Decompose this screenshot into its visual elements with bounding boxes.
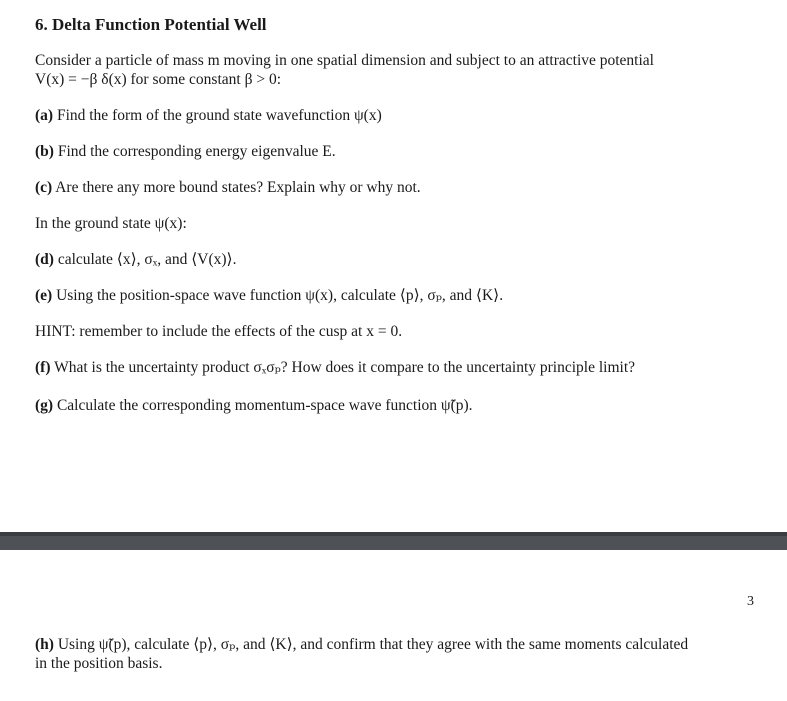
part-b-text: Find the corresponding energy eigenvalue E. (53, 143, 336, 160)
ground-state-intro: In the ground state ψ(x): (35, 215, 187, 232)
part-d (35, 251, 236, 269)
part-b (35, 143, 336, 161)
part-c-label: (c) (35, 179, 53, 196)
page-separator (0, 532, 787, 550)
problem-title: 6. Delta Function Potential Well (35, 15, 267, 34)
part-f (35, 359, 635, 377)
hint: HINT: remember to include the effects of the cusp at x = 0. (35, 323, 403, 340)
part-b-label: (b) (35, 143, 54, 160)
part-e-label: (e) (35, 287, 53, 304)
part-a (35, 107, 382, 125)
intro-line-2: V(x) = −β δ(x) for some constant β > 0: (35, 71, 282, 88)
part-a-text: Find the form of the ground state wavefunction ψ(x) (53, 107, 382, 124)
part-g (35, 397, 473, 415)
part-h-text: Using ψ̃(p), calculate ⟨p⟩, σₚ, and ⟨K⟩, and confirm that they agree with the same moments calculated (53, 636, 689, 653)
page-number: 3 (747, 594, 754, 609)
part-c (35, 179, 421, 197)
part-h-line-1 (35, 636, 688, 654)
part-e-text: Using the position-space wave function ψ(x), calculate ⟨p⟩, σₚ, and ⟨K⟩. (52, 287, 504, 304)
intro-line-1: Consider a particle of mass m moving in one spatial dimension and subject to an attractive potential (35, 52, 654, 69)
part-e (35, 287, 503, 305)
part-h-line-2: in the position basis. (35, 655, 163, 672)
page-separator-shade (0, 532, 787, 536)
part-h-label: (h) (35, 636, 54, 653)
part-g-text: Calculate the corresponding momentum-space wave function ψ̃(p). (53, 397, 473, 414)
part-f-label: (f) (35, 359, 51, 376)
part-a-label: (a) (35, 107, 54, 124)
part-c-text: Are there any more bound states? Explain why or why not. (52, 179, 421, 196)
part-d-text: calculate ⟨x⟩, σₓ, and ⟨V(x)⟩. (53, 251, 237, 268)
part-g-label: (g) (35, 397, 54, 414)
part-f-text: What is the uncertainty product σₓσₚ? How does it compare to the uncertainty principle limit? (50, 359, 636, 376)
document-page-2 (0, 550, 787, 701)
part-d-label: (d) (35, 251, 54, 268)
